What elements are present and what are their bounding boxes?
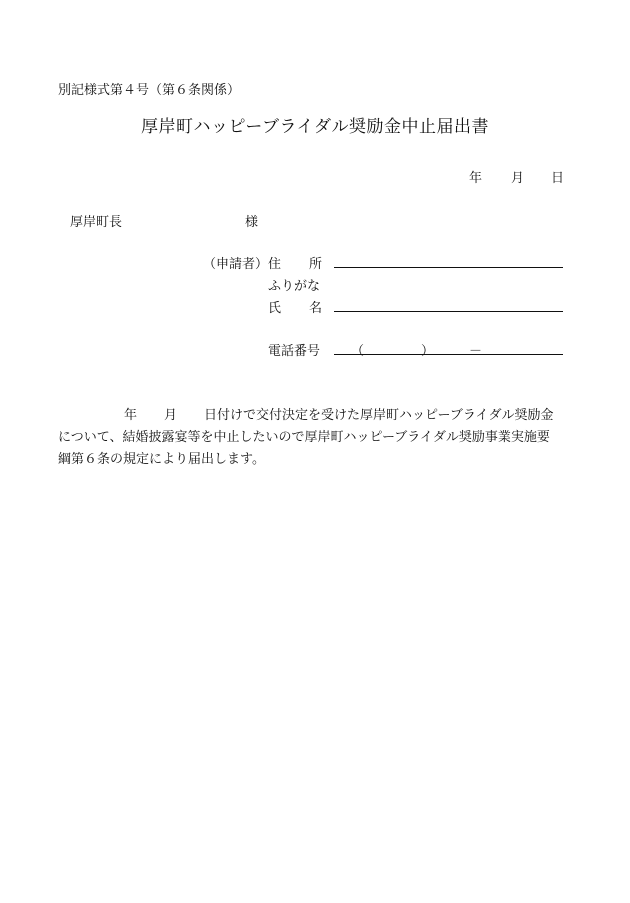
body-month-label: 月 xyxy=(164,408,178,423)
date-day-label: 日 xyxy=(551,171,565,186)
phone-open-paren: （ xyxy=(351,344,365,359)
document-title: 厚岸町ハッピーブライダル奨励金中止届出書 xyxy=(141,117,489,137)
furigana-label: ふりがな xyxy=(268,279,321,294)
addressee-name: 厚岸町長 xyxy=(70,215,123,230)
body-line-2: について、結婚披露宴等を中止したいので厚岸町ハッピーブライダル奨励事業実施要 xyxy=(58,430,550,445)
body-year-label: 年 xyxy=(124,408,138,423)
address-label-char-2: 所 xyxy=(309,257,323,272)
phone-field-line[interactable] xyxy=(334,354,563,355)
name-label-char-1: 氏 xyxy=(268,301,282,316)
phone-label: 電話番号 xyxy=(268,344,321,359)
form-number: 別記様式第４号（第６条関係） xyxy=(58,83,241,98)
address-field-line[interactable] xyxy=(334,267,563,268)
date-year-label: 年 xyxy=(469,171,483,186)
applicant-label: （申請者） xyxy=(203,257,269,272)
address-label-char-1: 住 xyxy=(268,257,282,272)
phone-dash: － xyxy=(469,344,483,359)
name-field-line[interactable] xyxy=(334,311,563,312)
body-line-1: 日付けで交付決定を受けた厚岸町ハッピーブライダル奨励金 xyxy=(204,408,554,423)
date-month-label: 月 xyxy=(511,171,525,186)
body-line-3: 綱第６条の規定により届出します。 xyxy=(58,452,265,467)
phone-close-paren: ） xyxy=(421,344,435,359)
name-label-char-2: 名 xyxy=(309,301,323,316)
addressee-honorific: 様 xyxy=(245,215,259,230)
